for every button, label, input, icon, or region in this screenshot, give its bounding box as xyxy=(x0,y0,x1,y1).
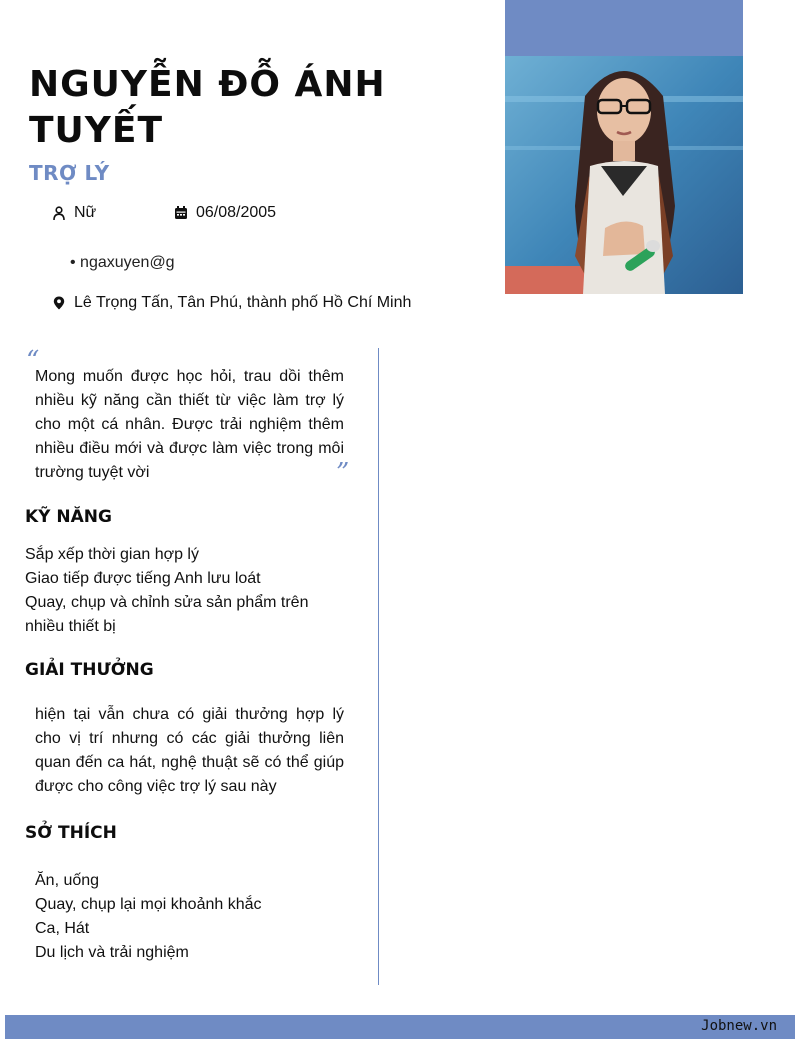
candidate-name: NGUYỄN ĐỖ ÁNH TUYẾT xyxy=(29,64,386,151)
awards-text: hiện tại vẫn chưa có giải thưởng hợp lý cho vị trí nhưng có các giải thưởng liên quan đến ca hát, nghệ thuật sẽ có thể giúp được cho công việc trợ lý sau này xyxy=(35,706,344,795)
birthdate-row xyxy=(174,204,276,222)
list-item: Giao tiếp được tiếng Anh lưu loát xyxy=(25,570,261,587)
list-item: Quay, chụp và chỉnh sửa sản phẩm trên xyxy=(25,594,309,611)
email-value: • ngaxuyen@g xyxy=(70,254,175,271)
open-quote-icon: “ xyxy=(26,346,40,376)
list-item: Sắp xếp thời gian hợp lý xyxy=(25,546,199,563)
gender-row xyxy=(52,204,96,222)
email-row-partial xyxy=(70,254,220,284)
person-icon xyxy=(52,206,66,220)
gender-value: Nữ xyxy=(74,204,97,221)
list-item: Du lịch và trải nghiệm xyxy=(35,944,189,961)
close-quote-icon: ” xyxy=(336,458,350,488)
list-item: Quay, chụp lại mọi khoảnh khắc xyxy=(35,896,262,913)
address-row xyxy=(52,294,411,312)
list-item: Ăn, uống xyxy=(35,872,100,889)
hobbies-list xyxy=(35,869,262,965)
awards-heading: GIẢI THƯỞNG xyxy=(25,660,154,680)
skills-heading: KỸ NĂNG xyxy=(25,507,112,527)
list-item: nhiều thiết bị xyxy=(25,618,116,635)
address-value: Lê Trọng Tấn, Tân Phú, thành phố Hồ Chí Minh xyxy=(74,294,412,311)
hobbies-heading: SỞ THÍCH xyxy=(25,823,117,843)
column-divider xyxy=(378,348,379,985)
location-pin-icon xyxy=(52,296,66,310)
job-title: TRỢ LÝ xyxy=(29,161,110,185)
profile-photo xyxy=(505,56,743,294)
calendar-icon xyxy=(174,206,188,220)
list-item: Ca, Hát xyxy=(35,920,90,937)
birthdate-value: 06/08/2005 xyxy=(196,204,277,221)
career-objective: Mong muốn được học hỏi, trau dồi thêm nhiều kỹ năng cần thiết từ việc làm trợ lý cho một cá nhân. Được trải nghiệm thêm nhiều điều mới và được làm việc trong môi trường tuyệt vời xyxy=(35,368,344,481)
skills-list xyxy=(25,543,308,639)
footer-bar xyxy=(5,1015,795,1039)
footer-brand: Jobnew.vn xyxy=(701,1018,777,1034)
